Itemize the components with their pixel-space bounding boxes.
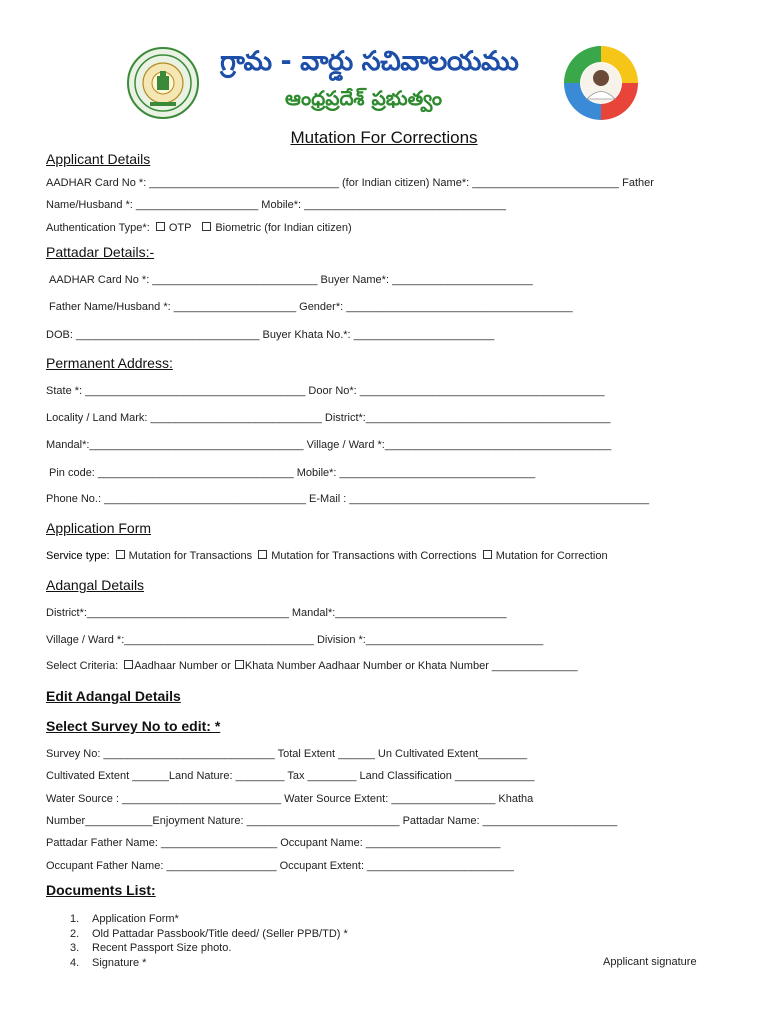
otp-label: OTP — [168, 222, 192, 234]
survey-no-extent-line: Survey No: ____________________________ Total Extent ______ Un Cultivated Extent________ — [46, 748, 528, 760]
mutation-transactions-corrections-checkbox[interactable] — [258, 550, 267, 559]
documents-list — [70, 912, 348, 970]
page-title: Mutation For Corrections — [290, 128, 478, 147]
adangal-details-heading: Adangal Details — [46, 577, 145, 593]
survey-pattadar-occupant-line: Pattadar Father Name: ___________________ Occupant Name: ______________________ — [46, 837, 501, 849]
survey-number-enjoyment-line: Number___________Enjoyment Nature: _________________________ Pattadar Name: ______________________ — [46, 815, 618, 827]
address-locality-district-line: Locality / Land Mark: ____________________________ District*:________________________________________ — [46, 412, 611, 424]
header-telugu-subtitle: ఆంధ్రప్రదేశ్ ప్రభుత్వం — [285, 86, 442, 110]
permanent-address-heading: Permanent Address: — [46, 355, 173, 371]
authentication-type-line — [46, 222, 352, 234]
otp-checkbox[interactable] — [156, 222, 165, 231]
criteria-aadhaar-khata-field: Aadhaar Number or Khata Number ______________ — [318, 660, 578, 672]
adangal-district-mandal-line: District*:_________________________________ Mandal*:____________________________ — [46, 607, 507, 619]
khata-number-checkbox[interactable] — [235, 660, 244, 669]
applicant-husband-mobile-line: Name/Husband *: ____________________ Mobile*: _________________________________ — [46, 199, 506, 211]
survey-cultivated-land-line: Cultivated Extent ______Land Nature: ________ Tax ________ Land Classification _____________ — [46, 770, 535, 782]
aadhaar-number-label: Aadhaar Number or — [134, 660, 231, 672]
edit-adangal-heading: Edit Adangal Details — [46, 688, 181, 704]
ap-government-emblem-icon — [126, 46, 200, 120]
list-item: 4. Signature * — [70, 956, 147, 969]
service-type-line — [46, 550, 608, 562]
mutation-transactions-label: Mutation for Transactions — [128, 550, 253, 562]
biometric-label: Biometric (for Indian citizen) — [215, 222, 352, 234]
applicant-details-heading: Applicant Details — [46, 151, 151, 167]
list-item: 2. Old Pattadar Passbook/Title deed/ (Seller PPB/TD) * — [70, 927, 348, 940]
khata-number-label: Khata Number — [244, 660, 316, 672]
header-telugu-title: గ్రామ - వార్డు సచివాలయము — [220, 46, 519, 77]
mutation-correction-checkbox[interactable] — [483, 550, 492, 559]
service-type-label: Service type: — [46, 550, 110, 562]
mutation-transactions-corrections-label: Mutation for Transactions with Corrections — [271, 550, 477, 562]
pattadar-aadhar-buyer-line: AADHAR Card No *: ___________________________ Buyer Name*: _______________________ — [49, 274, 533, 286]
mutation-correction-label: Mutation for Correction — [495, 550, 608, 562]
list-item: 3. Recent Passport Size photo. — [70, 942, 232, 955]
page-header — [120, 42, 645, 120]
biometric-checkbox[interactable] — [202, 222, 211, 231]
address-state-door-line: State *: ____________________________________ Door No*: ________________________________________ — [46, 385, 605, 397]
pattadar-father-gender-line: Father Name/Husband *: ____________________ Gender*: _____________________________________ — [49, 301, 573, 313]
aadhaar-number-checkbox[interactable] — [124, 660, 133, 669]
application-form-heading: Application Form — [46, 520, 152, 536]
survey-water-source-line: Water Source : __________________________ Water Source Extent: _________________ Khatha — [46, 793, 534, 805]
address-pincode-mobile-line: Pin code: ________________________________ Mobile*: ________________________________ — [49, 467, 536, 479]
authentication-type-label: Authentication Type*: — [46, 222, 150, 234]
adangal-village-division-line: Village / Ward *:_______________________________ Division *:_____________________________ — [46, 634, 544, 646]
pattadar-dob-khata-line: DOB: ______________________________ Buyer Khata No.*: _______________________ — [46, 329, 495, 341]
select-criteria-line — [46, 660, 578, 672]
list-item: 1. Application Form* — [70, 913, 179, 925]
applicant-signature-label: Applicant signature — [603, 956, 697, 968]
select-survey-heading: Select Survey No to edit: * — [46, 718, 221, 734]
mutation-transactions-checkbox[interactable] — [116, 550, 125, 559]
address-phone-email-line: Phone No.: _________________________________ E-Mail : _________________________________________________ — [46, 493, 650, 505]
address-mandal-village-line: Mandal*:___________________________________ Village / Ward *:_____________________________________ — [46, 439, 612, 451]
pattadar-details-heading: Pattadar Details:- — [46, 244, 155, 260]
documents-list-heading: Documents List: — [46, 882, 156, 898]
select-criteria-label: Select Criteria: — [46, 660, 119, 672]
survey-occupant-extent-line: Occupant Father Name: __________________ Occupant Extent: ________________________ — [46, 860, 514, 872]
village-ward-secretariat-logo-icon — [562, 44, 640, 122]
applicant-aadhar-name-line: AADHAR Card No *: _______________________________ (for Indian citizen) Name*: ________________________ Father — [46, 177, 654, 189]
